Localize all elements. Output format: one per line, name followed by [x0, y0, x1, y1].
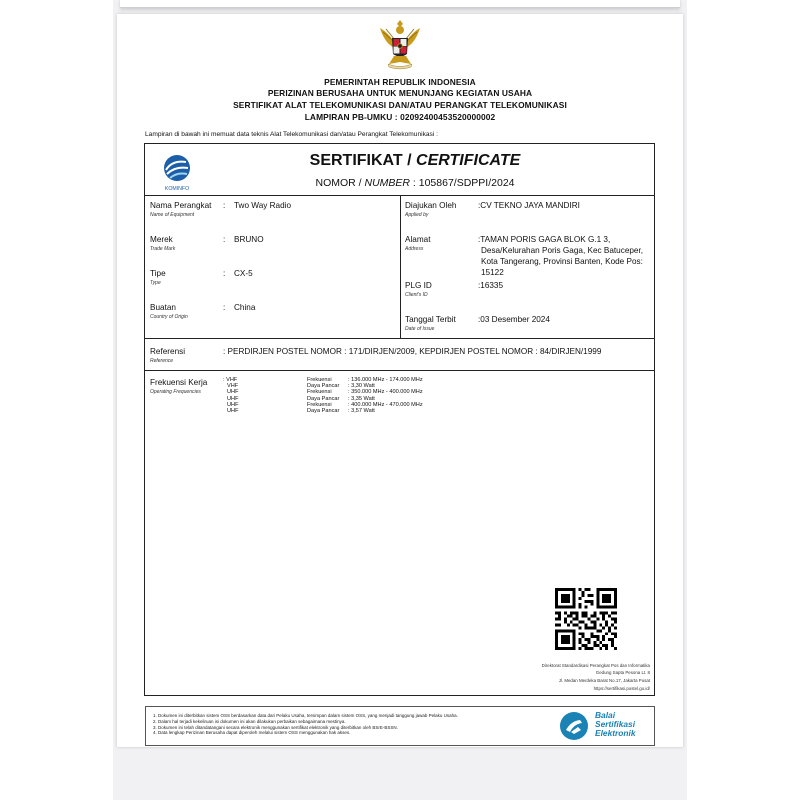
- footer-notes-box: [145, 706, 655, 746]
- certificate-title: [245, 152, 585, 170]
- trade-mark-value: BRUNO: [234, 235, 264, 244]
- applied-by-label: Diajukan Oleh: [405, 201, 457, 210]
- field-label: Buatan: [150, 303, 176, 312]
- frequency-band: : VHF: [223, 377, 238, 383]
- bse-logo-icon: [559, 711, 589, 741]
- directorate-building: Gedung Sapta Pesona Lt. 8: [595, 670, 650, 675]
- issue-date-value: :03 Desember 2024: [478, 315, 550, 324]
- field-sublabel: Trade Mark: [150, 246, 176, 252]
- bse-line: Elektronik: [595, 728, 636, 738]
- field-sublabel: Name of Equipment: [150, 212, 195, 218]
- frequency-band: UHF: [227, 408, 239, 414]
- frequency-band: UHF: [227, 395, 239, 402]
- address-sublabel: Address: [405, 246, 424, 252]
- issue-date-sublabel: Date of Issue: [405, 326, 435, 332]
- field-sublabel: Type: [150, 280, 161, 286]
- frequency-sublabel: Operating Frequencies: [150, 389, 201, 395]
- previous-page-edge: [120, 0, 680, 8]
- client-id-label: PLG ID: [405, 281, 432, 290]
- field-colon: :: [223, 269, 226, 278]
- title-italic: CERTIFICATE: [416, 152, 521, 169]
- bse-line: Balai: [595, 710, 616, 720]
- frequency-label: Frekuensi Kerja: [150, 378, 208, 387]
- applicant-details: [401, 195, 654, 338]
- client-id-sublabel: Client's ID: [405, 292, 428, 298]
- frequency-param: Frekuensi: [307, 377, 332, 383]
- header-licensing: PERIZINAN BERUSAHA UNTUK MENUNJANG KEGIATAN USAHA: [267, 88, 533, 98]
- address-line-2: Desa/Kelurahan Poris Gaga, Kec Batuceper,: [481, 246, 644, 255]
- qr-code-icon: [555, 588, 617, 650]
- applied-by-sublabel: Applied by: [405, 212, 429, 218]
- frequency-param: Daya Pancar: [307, 383, 340, 390]
- header-government: PEMERINTAH REPUBLIK INDONESIA: [324, 77, 476, 87]
- lampiran-note: Lampiran di bawah ini memuat data teknis Alat Telekomunikasi dan/atau Perangkat Telekomunikasi :: [145, 131, 438, 138]
- address-line-3: Kota Tangerang, Provinsi Banten, Kode Pos:: [481, 257, 643, 266]
- frequency-param: Daya Pancar: [307, 395, 340, 402]
- equipment-name-value: Two Way Radio: [234, 201, 292, 210]
- divider: [145, 370, 654, 371]
- frequency-value: : 136.000 MHz - 174.000 MHz: [348, 377, 423, 383]
- divider: [145, 338, 654, 339]
- footer-note: 3. Dokumen ini telah ditandatangani secara elektronik menggunakan sertifikat elektronik yang diterbitkan oleh BSrE-BSSN.: [153, 724, 398, 730]
- field-label: Merek: [150, 235, 173, 244]
- frequency-value: : 350.000 MHz - 400.000 MHz: [348, 389, 423, 396]
- kominfo-logo-icon: [160, 152, 194, 192]
- frequency-value: : 3,30 Watt: [348, 383, 375, 390]
- directorate-name: Direktorat Standardisasi Perangkat Pos dan Informatika: [541, 663, 650, 668]
- nomor-label: NOMOR /: [315, 177, 365, 189]
- address-label: Alamat: [405, 235, 431, 244]
- frequency-value: : 3,57 Watt: [348, 408, 375, 414]
- field-colon: :: [223, 303, 226, 312]
- client-id-value: :16335: [478, 281, 504, 290]
- directorate-address: Jl. Medan Merdeka Barat No.17, Jakarta Pusat: [558, 678, 650, 683]
- certificate-number: [245, 177, 585, 189]
- field-sublabel: Country of Origin: [150, 314, 188, 320]
- address-line-4: 15122: [481, 268, 504, 277]
- origin-value: China: [234, 303, 256, 312]
- frequency-band: UHF: [227, 401, 239, 408]
- bse-wordmark: [595, 711, 636, 738]
- footer-notes: [153, 713, 458, 736]
- bse-line: Sertifikasi: [595, 719, 636, 729]
- frequency-band: UHF: [227, 389, 239, 396]
- field-label: Tipe: [150, 269, 166, 278]
- kominfo-logo-text: KOMINFO: [164, 186, 190, 192]
- certificate-header: [145, 144, 654, 196]
- reference-label: Referensi: [150, 347, 186, 356]
- footer-note: 4. Data lengkap Perizinan Berusaha dapat diperoleh melalui sistem OSS menggunakan hak akses.: [153, 730, 351, 736]
- type-value: CX-5: [234, 269, 253, 278]
- frequency-value: : 400.000 MHz - 470.000 MHz: [348, 401, 423, 408]
- frequency-band: VHF: [227, 383, 239, 390]
- field-colon: :: [223, 235, 226, 244]
- footer-note: 2. Dalam hal terjadi kekeliruan isi dokumen ini akan dilakukan perbaikan sebagaimana mestinya.: [153, 718, 346, 724]
- reference-value: : PERDIRJEN POSTEL NOMOR : 171/DIRJEN/2009, KEPDIRJEN POSTEL NOMOR : 84/DIRJEN/1999: [223, 347, 602, 356]
- field-colon: :: [223, 201, 226, 210]
- header-lampiran-number: LAMPIRAN PB-UMKU : 02092400453520000002: [304, 112, 496, 122]
- equipment-details: [145, 195, 401, 338]
- directorate-website: https://sertifikasi.postel.go.id/: [593, 686, 650, 691]
- field-label: Nama Perangkat: [150, 201, 212, 210]
- issue-date-label: Tanggal Terbit: [405, 315, 456, 324]
- address-line-1: :TAMAN PORIS GAGA BLOK G.1 3,: [478, 235, 611, 244]
- frequency-value: : 3,35 Watt: [348, 395, 375, 402]
- garuda-emblem-icon: [377, 18, 423, 70]
- nomor-italic: NUMBER: [364, 177, 410, 189]
- reference-sublabel: Reference: [150, 358, 174, 364]
- title-main: SERTIFIKAT /: [309, 152, 417, 169]
- header-certificate-type: SERTIFIKAT ALAT TELEKOMUNIKASI DAN/ATAU PERANGKAT TELEKOMUNIKASI: [233, 100, 567, 110]
- applicant-value: :CV TEKNO JAYA MANDIRI: [478, 201, 580, 210]
- nomor-value: : 105867/SDPPI/2024: [410, 177, 515, 189]
- frequency-param: Daya Pancar: [307, 408, 340, 414]
- footer-note: 1. Dokumen ini diterbitkan sistem OSS berdasarkan data dari Pelaku Usaha, tersimpan dalam sistem OSS, yang menjadi tanggung jawab Pelaku Usaha.: [153, 713, 458, 718]
- frequency-param: Frekuensi: [307, 389, 332, 396]
- frequency-param: Frekuensi: [307, 401, 332, 408]
